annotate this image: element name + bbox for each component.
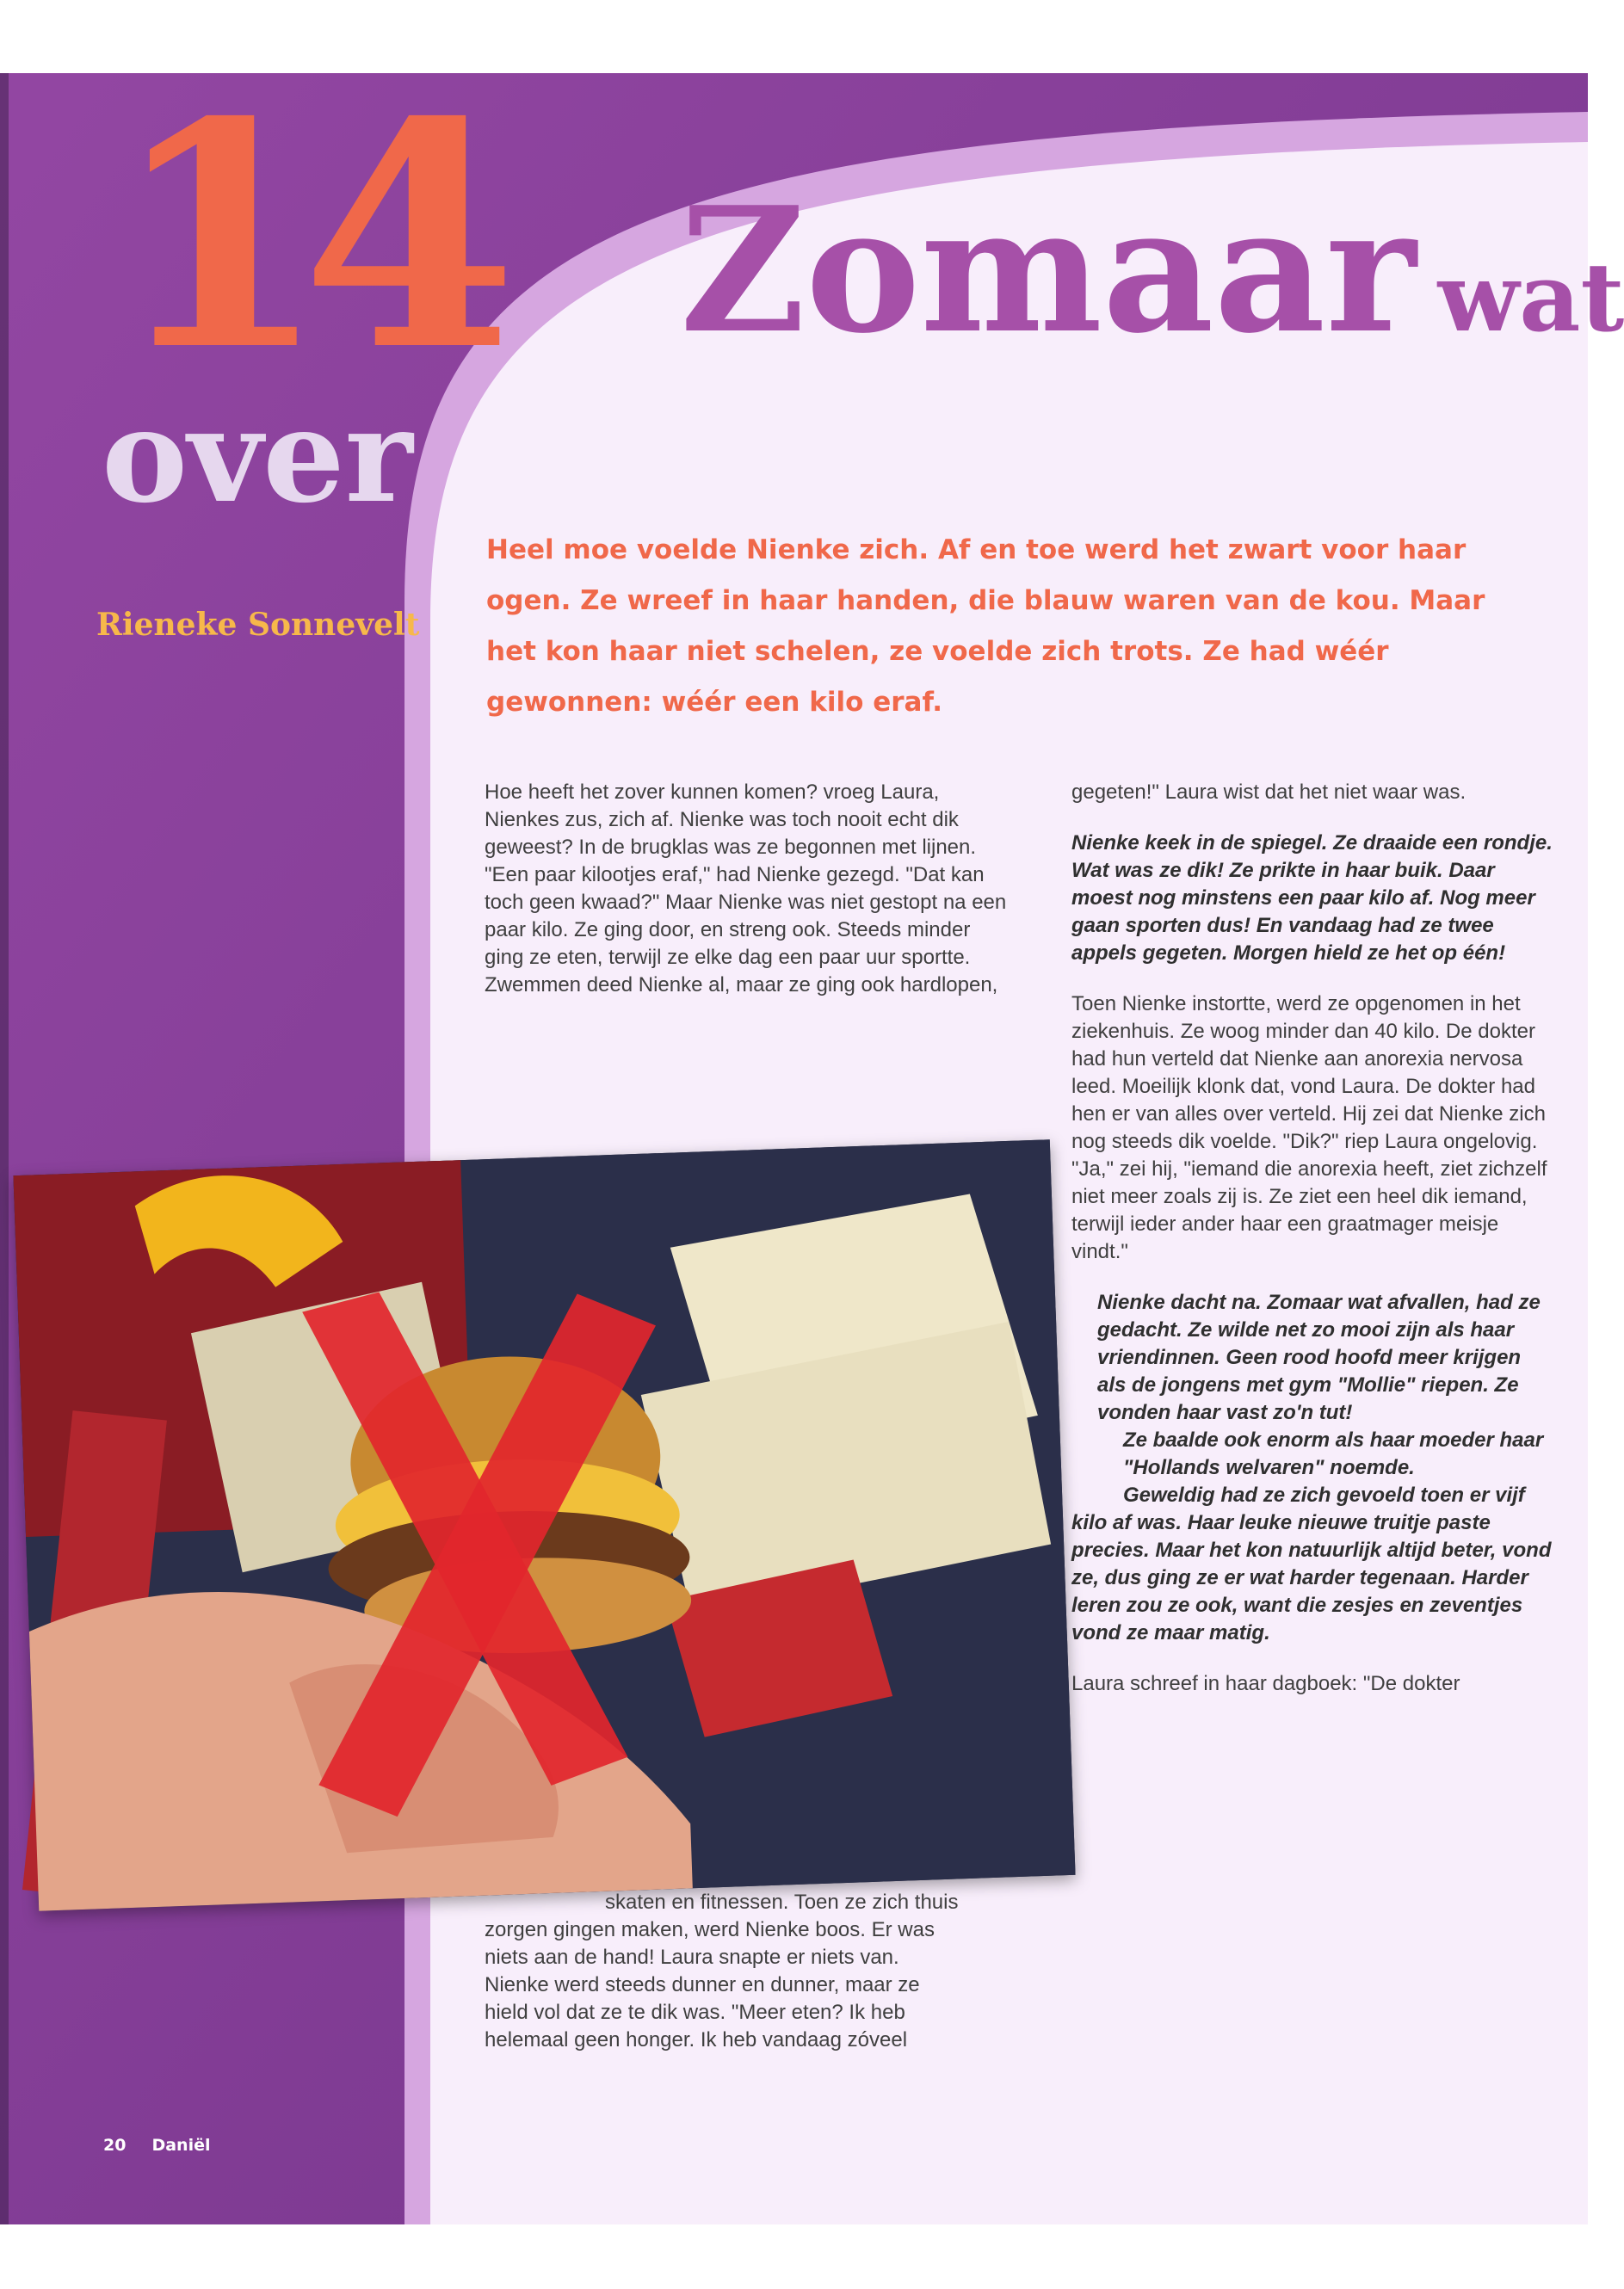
column-2-paragraph-5: Ze baalde ook enorm als haar moeder haar "Hollands welvaren" noemde.: [1123, 1428, 1544, 1479]
author-name: Rieneke Sonnevelt: [96, 607, 420, 643]
column-2-paragraph-7: Laura schreef in haar dagboek: "De dokter: [1071, 1672, 1460, 1695]
column-2-paragraph-1: gegeten!" Laura wist dat het niet waar was.: [1071, 780, 1467, 804]
column-1-paragraph-2-text: skaten en fitnessen. Toen ze zich thuis zorgen gingen maken, werd Nienke boos. Er was niets aan de hand! Laura snapte er niets van. Nienke werd steeds dunner en dunner, maar ze hield vol dat ze te dik was. "Meer eten? Ik heb helemaal geen honger. Ik heb vandaag zóveel: [485, 1891, 959, 2051]
title-word-over: over: [102, 380, 413, 532]
column-2-paragraph-6: Geweldig had ze zich gevoeld toen er vijf kilo af was. Haar leuke nieuwe truitje paste precies. Maar het kon natuurlijk altijd beter, vond ze, dus ging ze er wat harder tegenaan. Harder leren zou ze ook, want die zesjes en zeventjes vond ze maar matig.: [1071, 1484, 1552, 1644]
photo-burger-crossed: [13, 1139, 1075, 1911]
column-2-paragraph-4: Nienke dacht na. Zomaar wat afvallen, had ze gedacht. Ze wilde net zo mooi zijn als haar vriendinnen. Geen rood hoofd meer krijgen als de jongens met gym "Mollie" riepen. Ze vonden haar vast zo'n tut!: [1097, 1291, 1541, 1424]
column-2-paragraph-3: Toen Nienke instortte, werd ze opgenomen in het ziekenhuis. Ze woog minder dan 40 kilo. De dokter had hun verteld dat Nienke aan anorexia nervosa leed. Moeilijk klonk dat, vond Laura. De dokter had hen er van alles over verteld. Hij zei dat Nienke zich nog steeds dik voelde. "Dik?" riep Laura ongelovig. "Ja," zei hij, "iemand die anorexia heeft, ziet zichzelf niet meer zoals zij is. Ze ziet een heel dik iemand, terwijl ieder ander haar een graatmager meisje vindt.": [1071, 992, 1547, 1263]
column-1: [485, 779, 1010, 1022]
photo-illustration: [13, 1139, 1075, 1911]
story-title: [680, 170, 1624, 372]
page-number: 20: [103, 2136, 127, 2155]
column-1-continued: [485, 1889, 966, 2077]
column-2-paragraph-2: Nienke keek in de spiegel. Ze draaide een rondje. Wat was ze dik! Ze prikte in haar buik. Daar moest nog minstens een paar kilo af. Nog meer gaan sporten dus! En vandaag had ze twee appels gegeten. Morgen hield ze het op één!: [1071, 831, 1553, 965]
magazine-name: Daniël: [151, 2136, 211, 2155]
column-1-paragraph-1: Hoe heeft het zover kunnen komen? vroeg Laura, Nienkes zus, zich af. Nienke was toch nooit echt dik geweest? In de brugklas was ze begonnen met lijnen. "Een paar kilootjes eraf," had Nienke gezegd. "Dat kan toch geen kwaad?" Maar Nienke was niet gestopt na een paar kilo. Ze ging door, en streng ook. Steeds minder ging ze eten, terwijl ze elke dag een paar uur sportte. Zwemmen deed Nienke al, maar ze ging ook hardlopen,: [485, 780, 1007, 996]
column-1-paragraph-2: [485, 1889, 966, 2054]
story-number: 14: [112, 54, 491, 418]
intro-paragraph: Heel moe voelde Nienke zich. Af en toe werd het zwart voor haar ogen. Ze wreef in haar handen, die blauw waren van de kou. Maar het kon haar niet schelen, ze voelde zich trots. Ze had wéér gewonnen: wéér een kilo eraf.: [486, 534, 1485, 718]
title-main: Zomaar: [680, 170, 1417, 372]
page-footer: [103, 2136, 210, 2155]
title-rest: wat: [1437, 242, 1624, 353]
column-2: [1071, 779, 1553, 1721]
